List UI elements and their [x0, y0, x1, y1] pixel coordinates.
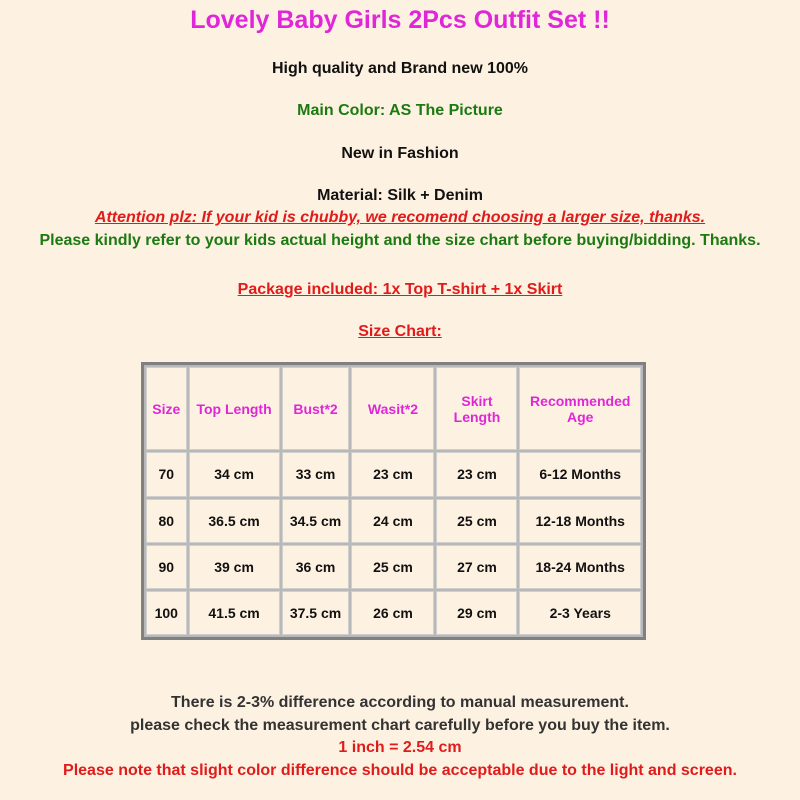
main-color-line: Main Color: AS The Picture — [297, 102, 503, 119]
table-cell: 39 cm — [189, 545, 280, 589]
table-cell: 18-24 Months — [519, 545, 641, 589]
table-cell: 23 cm — [351, 452, 434, 496]
table-cell: 24 cm — [351, 499, 434, 543]
attention-line: Attention plz: If your kid is chubby, we recomend choosing a larger size, thanks. — [94, 209, 706, 226]
material-line: Material: Silk + Denim — [317, 187, 483, 204]
table-cell: 26 cm — [351, 591, 434, 635]
table-cell: 25 cm — [436, 499, 517, 543]
table-cell: 25 cm — [351, 545, 434, 589]
fashion-line: New in Fashion — [341, 145, 459, 162]
color-difference-note: Please note that slight color difference should be acceptable due to the light and screen. — [63, 762, 737, 779]
table-cell: 41.5 cm — [189, 591, 280, 635]
header-cell: Size — [146, 367, 187, 450]
table-cell: 37.5 cm — [282, 591, 350, 635]
table-cell: 36.5 cm — [189, 499, 280, 543]
table-cell: 27 cm — [436, 545, 517, 589]
measurement-difference-note: There is 2-3% difference according to manual measurement. — [171, 694, 629, 711]
size-chart-table — [141, 362, 646, 640]
table-cell: 34 cm — [189, 452, 280, 496]
table-cell: 36 cm — [282, 545, 350, 589]
table-cell: 70 — [146, 452, 187, 496]
package-line: Package included: 1x Top T-shirt + 1x Skirt — [237, 281, 563, 298]
table-row — [146, 545, 641, 589]
table-row — [146, 499, 641, 543]
table-cell: 23 cm — [436, 452, 517, 496]
header-cell: Bust*2 — [282, 367, 350, 450]
check-chart-note: please check the measurement chart carefully before you buy the item. — [130, 717, 670, 734]
header-cell: Skirt Length — [436, 367, 517, 450]
inch-conversion-note: 1 inch = 2.54 cm — [338, 739, 462, 756]
header-cell: Recommended Age — [519, 367, 641, 450]
table-row — [146, 591, 641, 635]
page-title: Lovely Baby Girls 2Pcs Outfit Set !! — [190, 6, 610, 34]
table-cell: 90 — [146, 545, 187, 589]
table-cell: 6-12 Months — [519, 452, 641, 496]
table-cell: 29 cm — [436, 591, 517, 635]
header-cell: Top Length — [189, 367, 280, 450]
size-chart-heading: Size Chart: — [358, 323, 442, 340]
table-cell: 2-3 Years — [519, 591, 641, 635]
table-cell: 100 — [146, 591, 187, 635]
table-cell: 80 — [146, 499, 187, 543]
table-cell: 12-18 Months — [519, 499, 641, 543]
table-cell: 33 cm — [282, 452, 350, 496]
quality-line: High quality and Brand new 100% — [271, 60, 529, 77]
table-cell: 34.5 cm — [282, 499, 350, 543]
table-header-row — [146, 367, 641, 450]
refer-line: Please kindly refer to your kids actual height and the size chart before buying/bidding. Thanks. — [39, 232, 761, 249]
header-cell: Wasit*2 — [351, 367, 434, 450]
table-row — [146, 452, 641, 496]
